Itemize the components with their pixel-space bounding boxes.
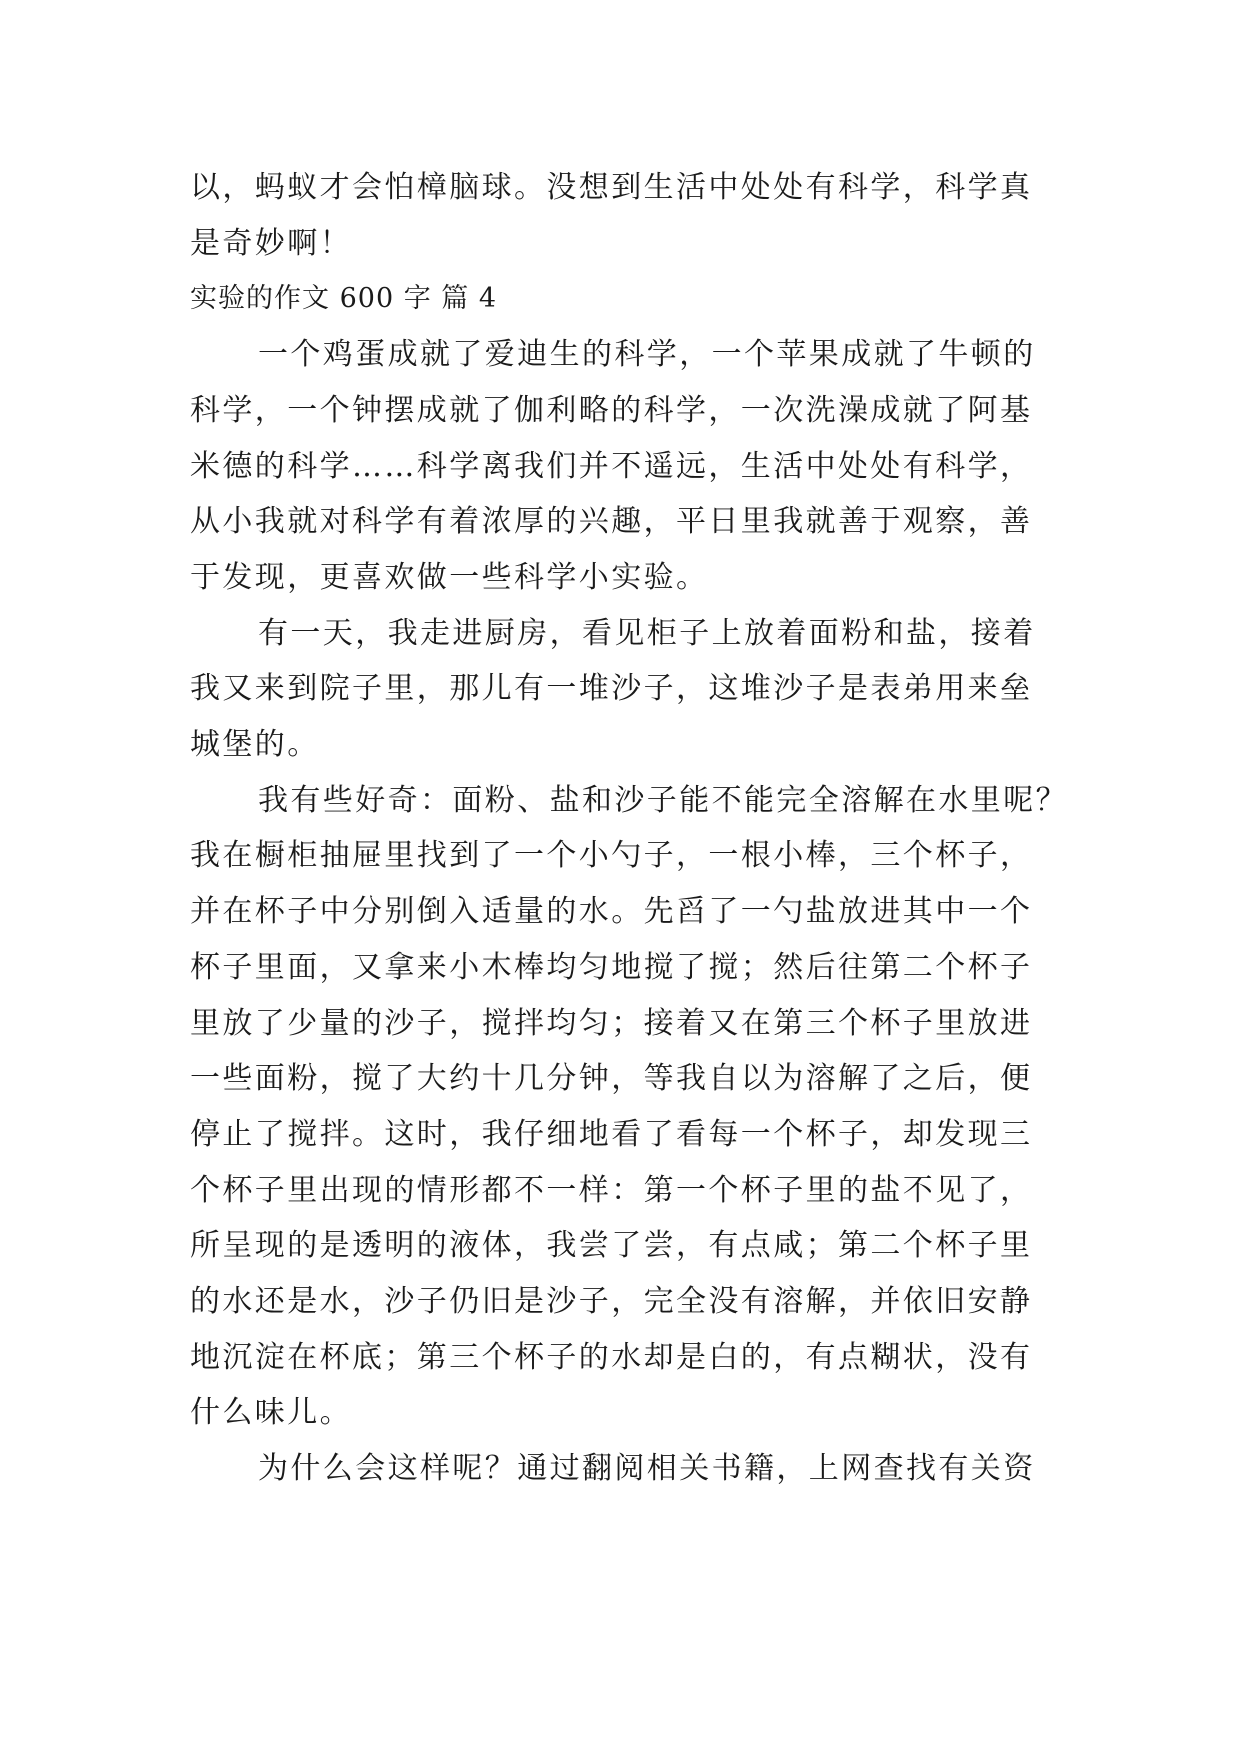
paragraph-1	[190, 327, 1050, 606]
text-line: 地沉淀在杯底；第三个杯子的水却是白的，有点糊状，没有	[190, 1339, 1033, 1375]
text-line: 一些面粉，搅了大约十几分钟，等我自以为溶解了之后，便	[190, 1061, 1033, 1097]
paragraph-2	[190, 606, 1050, 773]
text-line: 一个鸡蛋成就了爱迪生的科学，一个苹果成就了牛顿的	[258, 337, 1036, 373]
text-line: 为什么会这样呢？通过翻阅相关书籍，上网查找有关资	[258, 1451, 1036, 1487]
section-heading: 实验的作文 600 字 篇 4	[190, 283, 498, 315]
text-line: 的水还是水，沙子仍旧是沙子，完全没有溶解，并依旧安静	[190, 1284, 1033, 1320]
text-line: 于发现，更喜欢做一些科学小实验。	[190, 559, 709, 595]
text-line: 科学，一个钟摆成就了伽利略的科学，一次洗澡成就了阿基	[190, 392, 1033, 428]
text-line: 我有些好奇：面粉、盐和沙子能不能完全溶解在水里呢？	[258, 782, 1068, 818]
text-line: 从小我就对科学有着浓厚的兴趣，平日里我就善于观察，善	[190, 504, 1033, 540]
paragraph-3	[190, 773, 1068, 1441]
text-line: 里放了少量的沙子，搅拌均匀；接着又在第三个杯子里放进	[190, 1005, 1033, 1041]
text-line: 米德的科学……科学离我们并不遥远，生活中处处有科学，	[190, 448, 1033, 484]
text-line: 我又来到院子里，那儿有一堆沙子，这堆沙子是表弟用来垒	[190, 671, 1033, 707]
paragraph-4	[190, 1441, 1050, 1497]
text-line: 我在橱柜抽屉里找到了一个小勺子，一根小棒，三个杯子，	[190, 838, 1033, 874]
text-line: 个杯子里出现的情形都不一样：第一个杯子里的盐不见了，	[190, 1172, 1033, 1208]
text-line: 是奇妙啊！	[190, 225, 352, 261]
text-line: 以，蚂蚁才会怕樟脑球。没想到生活中处处有科学，科学真	[190, 170, 1033, 205]
article-body	[190, 160, 1068, 1497]
text-line: 城堡的。	[190, 727, 320, 763]
text-line: 有一天，我走进厨房，看见柜子上放着面粉和盐，接着	[258, 615, 1036, 651]
text-line: 所呈现的是透明的液体，我尝了尝，有点咸；第二个杯子里	[190, 1228, 1033, 1264]
text-line: 杯子里面，又拿来小木棒均匀地搅了搅；然后往第二个杯子	[190, 949, 1033, 985]
text-line: 什么味儿。	[190, 1395, 352, 1431]
text-line: 停止了搅拌。这时，我仔细地看了看每一个杯子，却发现三	[190, 1116, 1033, 1152]
text-line: 并在杯子中分别倒入适量的水。先舀了一勺盐放进其中一个	[190, 894, 1033, 930]
